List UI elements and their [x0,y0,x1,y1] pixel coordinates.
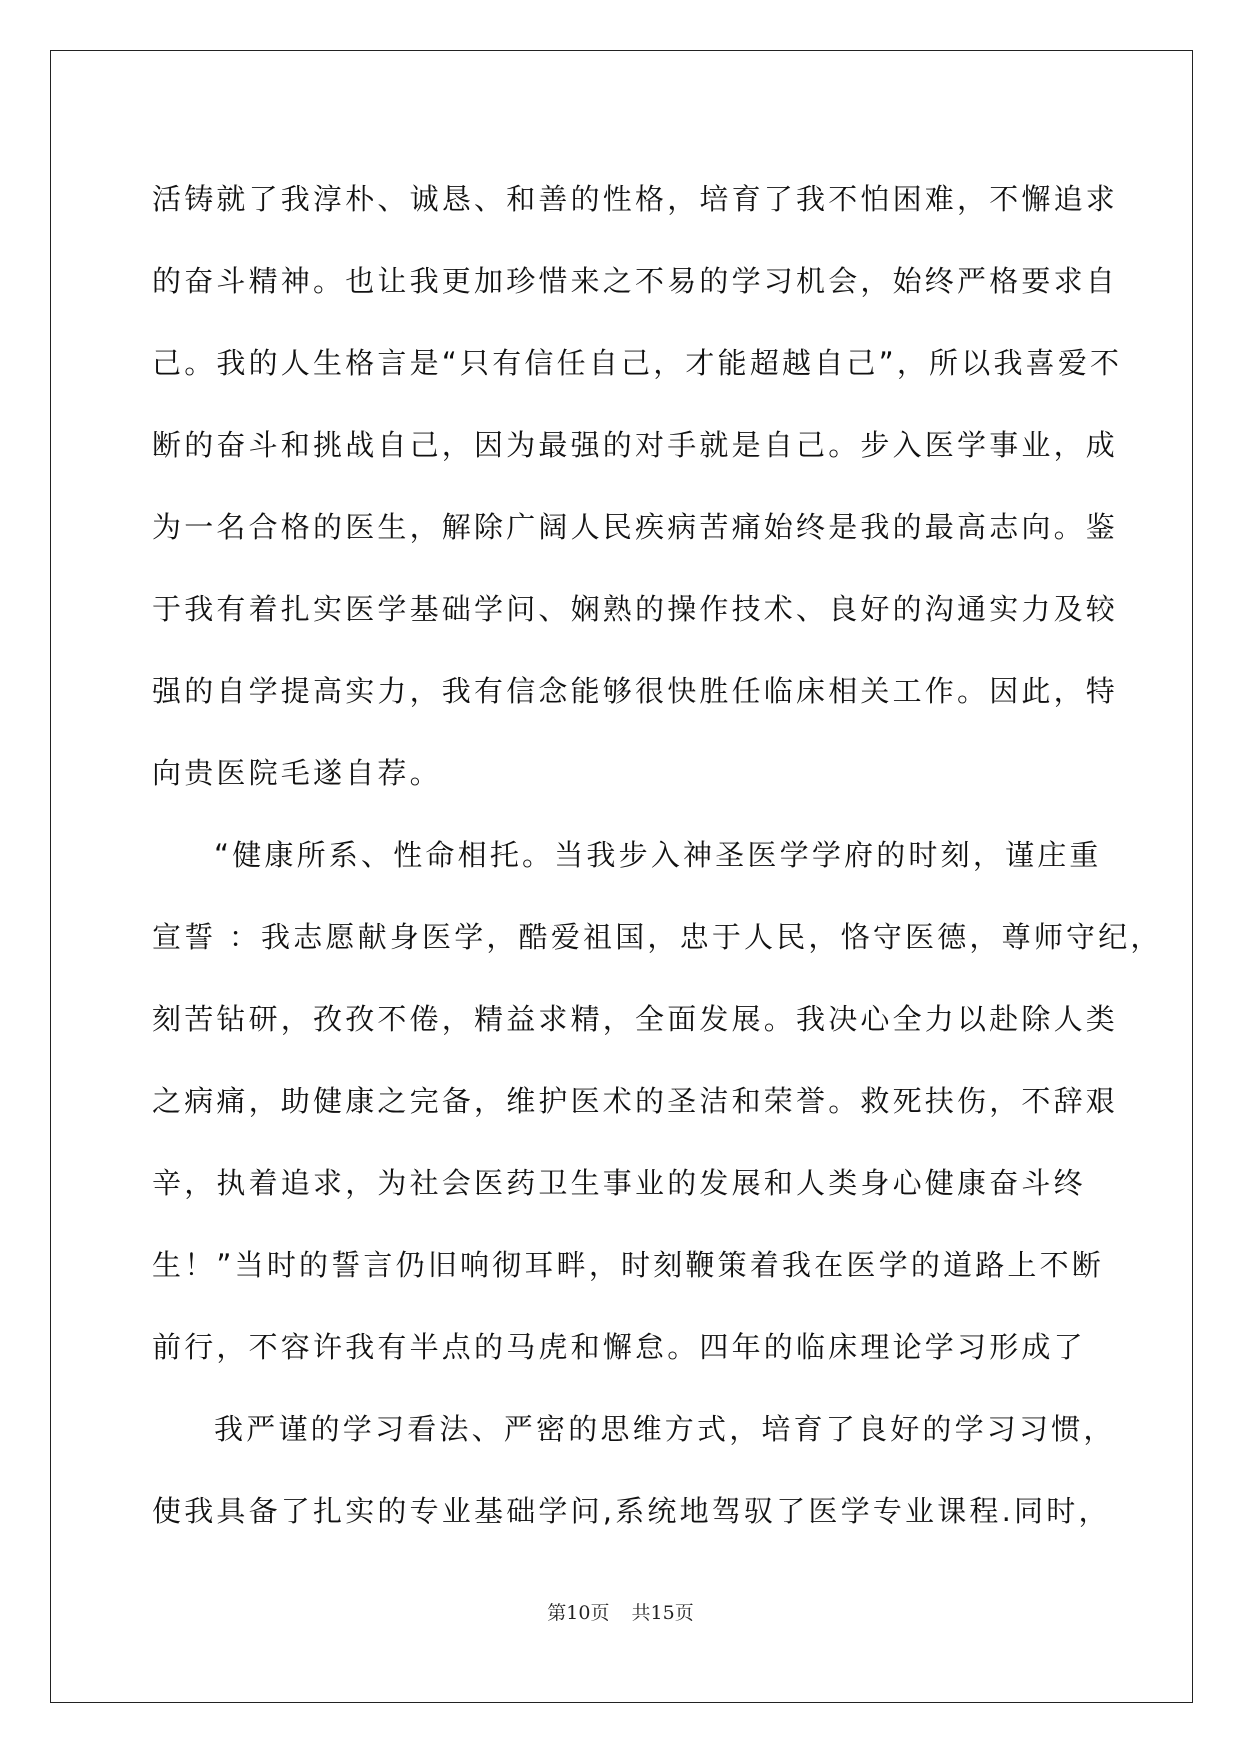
page-footer [0,1598,1241,1625]
page-number-current: 第10页 [547,1602,610,1624]
page-number-total: 共15页 [631,1602,694,1624]
text-line: 为一名合格的医生，解除广阔人民疾病苦痛始终是我的最高志向。鉴 [152,510,1119,544]
text-line: 我严谨的学习看法、严密的思维方式，培育了良好的学习习惯， [214,1412,1116,1446]
text-line: 刻苦钻研，孜孜不倦，精益求精，全面发展。我决心全力以赴除人类 [152,1002,1119,1036]
text-line: 生！”当时的誓言仍旧响彻耳畔，时刻鞭策着我在医学的道路上不断 [152,1248,1105,1282]
text-line: 的奋斗精神。也让我更加珍惜来之不易的学习机会，始终严格要求自 [152,264,1119,298]
text-line: 辛，执着追求，为社会医药卫生事业的发展和人类身心健康奋斗终 [152,1166,1086,1200]
text-line: 活铸就了我淳朴、诚恳、和善的性格，培育了我不怕困难，不懈追求 [152,182,1119,216]
text-line: 强的自学提高实力，我有信念能够很快胜任临床相关工作。因此，特 [152,674,1119,708]
body-text [152,158,1163,1552]
text-line: 断的奋斗和挑战自己，因为最强的对手就是自己。步入医学事业，成 [152,428,1119,462]
text-line: 于我有着扎实医学基础学问、娴熟的操作技术、良好的沟通实力及较 [152,592,1119,626]
text-line: 前行，不容许我有半点的马虎和懈怠。四年的临床理论学习形成了 [152,1330,1086,1364]
text-line: 宣誓 ：我志愿献身医学，酷爱祖国，忠于人民，恪守医德，尊师守纪， [152,920,1163,954]
text-line: “健康所系、性命相托。当我步入神圣医学学府的时刻，谨庄重 [214,838,1102,872]
text-line: 己。我的人生格言是“只有信任自己，才能超越自己”，所以我喜爱不 [152,346,1123,380]
text-line: 向贵医院毛遂自荐。 [152,756,442,790]
text-line: 使我具备了扎实的专业基础学问,系统地驾驭了医学专业课程.同时， [152,1494,1111,1528]
text-line: 之病痛，助健康之完备，维护医术的圣洁和荣誉。救死扶伤，不辞艰 [152,1084,1119,1118]
